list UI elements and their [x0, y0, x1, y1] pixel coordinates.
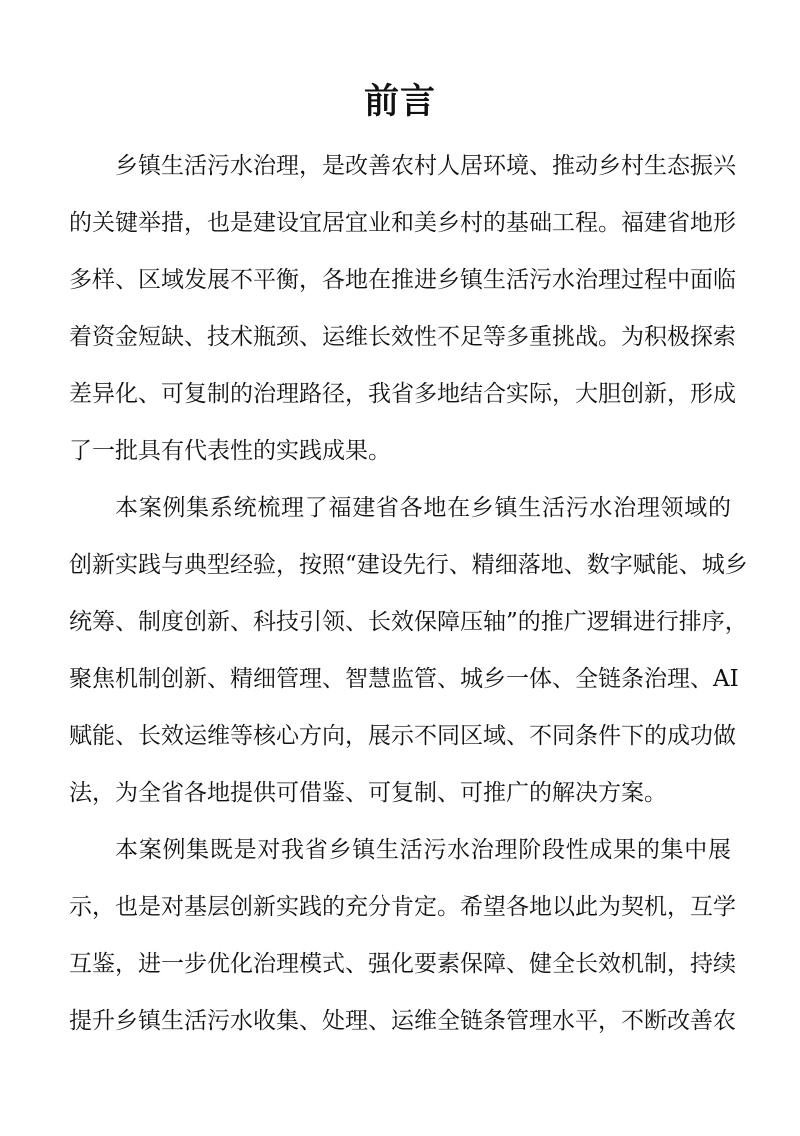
- paragraph-3-line-4: 提升乡镇生活污水收集、处理、运维全链条管理水平，不断改善农: [69, 1008, 736, 1034]
- paragraph-3-line-2: 示，也是对基层创新实践的充分肯定。希望各地以此为契机，互学: [69, 894, 736, 920]
- paragraph-2-line-1: 本案例集系统梳理了福建省各地在乡镇生活污水治理领域的: [115, 495, 731, 521]
- paragraph-2-line-3: 统筹、制度创新、科技引领、长效保障压轴”的推广逻辑进行排序，: [69, 609, 748, 635]
- paragraph-1-line-4: 着资金短缺、技术瓶颈、运维长效性不足等多重挑战。为积极探索: [69, 324, 736, 350]
- paragraph-2-line-2: 创新实践与典型经验，按照“建设先行、精细落地、数字赋能、城乡: [69, 552, 748, 578]
- paragraph-3-line-1: 本案例集既是对我省乡镇生活污水治理阶段性成果的集中展: [115, 837, 731, 863]
- page-title: 前言: [363, 81, 436, 122]
- paragraph-1-line-1: 乡镇生活污水治理，是改善农村人居环境、推动乡村生态振兴: [115, 153, 736, 179]
- paragraph-1-line-2: 的关键举措，也是建设宜居宜业和美乡村的基础工程。福建省地形: [69, 210, 736, 236]
- paragraph-1-line-5: 差异化、可复制的治理路径，我省多地结合实际，大胆创新，形成: [69, 381, 736, 407]
- paragraph-1-line-3: 多样、区域发展不平衡，各地在推进乡镇生活污水治理过程中面临: [69, 267, 736, 293]
- paragraph-2-line-5: 赋能、长效运维等核心方向，展示不同区域、不同条件下的成功做: [69, 723, 736, 749]
- paragraph-1-line-6: 了一批具有代表性的实践成果。: [69, 438, 391, 464]
- paragraph-2-line-4: 聚焦机制创新、精细管理、智慧监管、城乡一体、全链条治理、AI: [69, 666, 739, 692]
- paragraph-2-line-6: 法，为全省各地提供可借鉴、可复制、可推广的解决方案。: [69, 780, 667, 806]
- paragraph-3-line-3: 互鉴，进一步优化治理模式、强化要素保障、健全长效机制，持续: [69, 951, 736, 977]
